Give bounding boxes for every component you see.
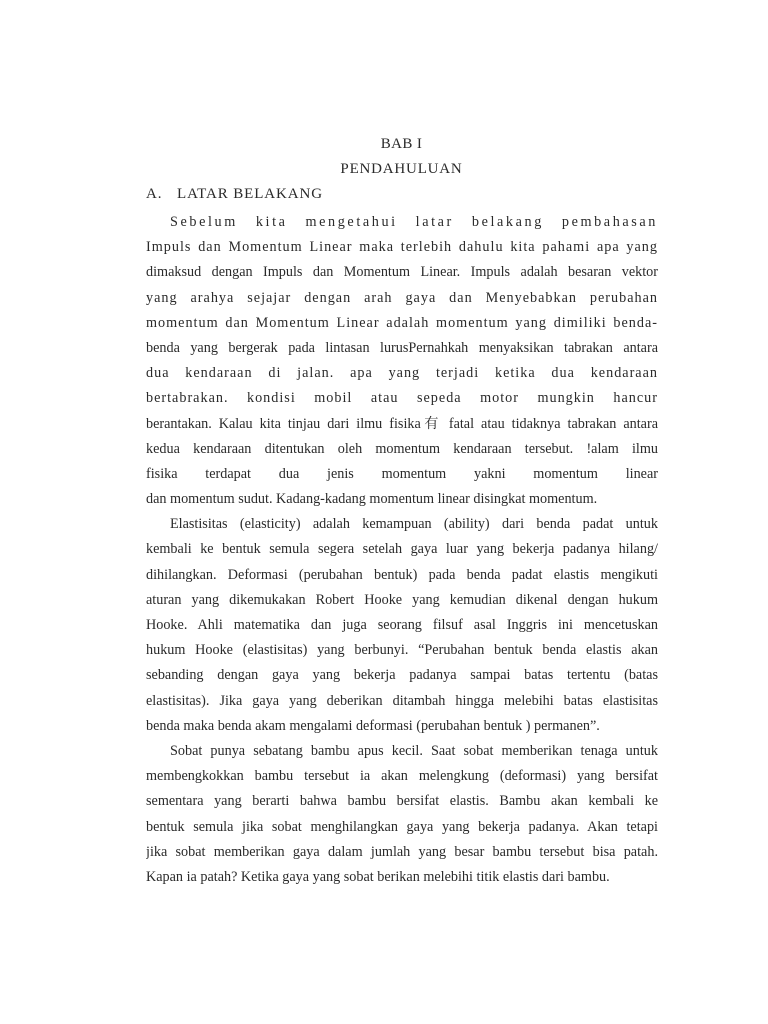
text-line: bentuk semula jika sobat menghilangkan gaya yang bekerja padanya. Akan tetapi [146,818,658,835]
text-line: Impuls dan Momentum Linear maka terlebih dahulu kita pahami apa yang [146,239,658,256]
text-line: kembali ke bentuk semula segera setelah gaya luar yang bekerja padanya hilang/ [146,541,658,558]
text-line: Sobat punya sebatang bambu apus kecil. Saat sobat memberikan tenaga untuk [170,742,658,759]
text-line: aturan yang dikemukakan Robert Hooke yang kemudian dikenal dengan hukum [146,591,658,608]
text-line: elastisitas). Jika gaya yang deberikan ditambah hingga melebihi batas elastisitas [146,692,658,709]
text-line: dimaksud dengan Impuls dan Momentum Linear. Impuls adalah besaran vektor [146,264,658,281]
text-line: Sebelum kita mengetahui latar belakang pembahasan [170,214,658,230]
text-line: dua kendaraan di jalan. apa yang terjadi ketika dua kendaraan [146,365,658,382]
text-line: berantakan. Kalau kita tinjau dari ilmu fisika有 fatal atau tidaknya tabrakan antara [146,415,658,432]
chapter-title: PENDAHULUAN [340,161,463,177]
text-line: Elastisitas (elasticity) adalah kemampuan (ability) dari benda padat untuk [170,516,658,533]
text-line: yang arahya sejajar dengan arah gaya dan Menyebabkan perubahan [146,289,658,306]
text-line: sementara yang berarti bahwa bambu bersifat elastis. Bambu akan kembali ke [146,793,658,810]
text-line: dihilangkan. Deformasi (perubahan bentuk) pada benda padat elastis mengikuti [146,566,658,583]
text-line: jika sobat memberikan gaya dalam jumlah yang besar bambu tersebut bisa patah. [146,843,658,860]
text-line: Hooke. Ahli matematika dan juga seorang filsuf asal Inggris ini mencetuskan [146,617,658,633]
text-line: fisika terdapat dua jenis momentum yakni momentum linear [146,465,658,482]
text-line: dan momentum sudut. Kadang-kadang momentum linear disingkat momentum. [146,491,598,508]
text-line: hukum Hooke (elastisitas) yang berbunyi. “Perubahan bentuk benda elastis akan [146,642,658,659]
section-heading [146,186,323,203]
text-line: kedua kendaraan ditentukan oleh momentum kendaraan tersebut. !alam ilmu [146,440,658,457]
text-line: membengkokkan bambu tersebut ia akan melengkung (deformasi) yang bersifat [146,768,658,785]
text-line: benda maka benda akam mengalami deformasi (perubahan bentuk ) permanen”. [146,717,600,734]
text-line: Kapan ia patah? Ketika gaya yang sobat berikan melebihi titik elastis dari bambu. [146,868,610,885]
text-line: momentum dan Momentum Linear adalah momentum yang dimiliki benda- [146,314,658,331]
section-letter: A. [146,186,163,202]
body-text [146,210,658,890]
chapter-number: BAB I [380,136,423,152]
text-line: benda yang bergerak pada lintasan lurusPernahkah menyaksikan tabrakan antara [146,339,658,356]
section-title: LATAR BELAKANG [177,186,323,202]
text-line: bertabrakan. kondisi mobil atau sepeda motor mungkin hancur [146,390,658,407]
text-line: sebanding dengan gaya yang bekerja padanya sampai batas tertentu (batas [146,667,658,684]
